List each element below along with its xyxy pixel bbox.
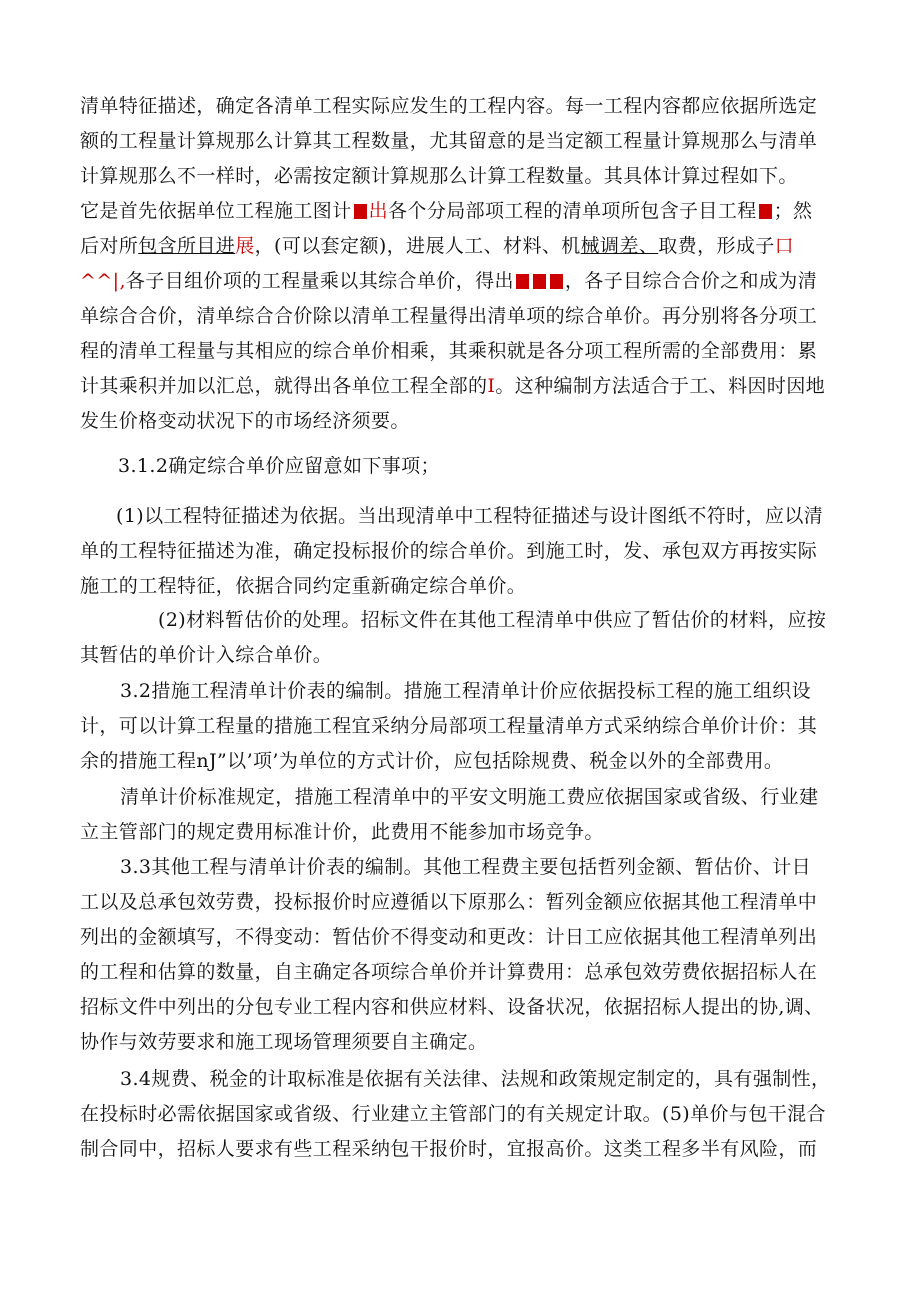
text-run: 各子目组价项的工程量乘以其综合单价，得出 (125, 270, 514, 292)
red-text-run: 口 (774, 235, 795, 257)
paragraph-line: 协作与效劳要求和施工现场管理须要自主确定。 (80, 1031, 488, 1053)
paragraph-line: 单综合合价，清单综合合价除以清单工程量得出清单项的综合单价。再分别将各分项工 (80, 305, 818, 327)
section-heading: 3.1.2确定综合单价应留意如下事项； (118, 455, 440, 477)
redaction-block (759, 204, 772, 219)
text-run: 它是首先依据单位工程施工图计 (80, 200, 352, 222)
redaction-block (550, 274, 563, 289)
paragraph-line: 单的工程特征描述为准，确定投标报价的综合单价。到施工时，发、承包双方再按实际 (80, 540, 818, 562)
paragraph-line: 计算规那么不一样时，必需按定额计算规那么计算工程数量。其具体计算过程如下。 (80, 165, 798, 187)
text-run: ；然 (773, 200, 813, 222)
paragraph-line: (1)以工程特征描述为依据。当出现清单中工程特征描述与设计图纸不符时，应以清 (116, 505, 824, 527)
paragraph-line: 程的清单工程量与其相应的综合单价相乘，其乘积就是各分项工程所需的全部费用：累 (80, 340, 818, 362)
paragraph-line (80, 366, 825, 406)
redaction-block (533, 274, 546, 289)
paragraph-line: 立主管部门的规定费用标准计价，此费用不能参加市场竞争。 (80, 821, 604, 843)
red-text-run: ^^|, (80, 270, 126, 292)
paragraph-line: 施工的工程特征，依据合同约定重新确定综合单价。 (80, 575, 527, 597)
paragraph-line: 招标文件中列出的分包专业工程内容和供应材料、设备状况，依据招标人提出的协,调、 (80, 996, 824, 1018)
text-run: 后对所 (80, 235, 139, 257)
text-run: 。这种编制方法适合于工、料因时因地 (495, 375, 826, 397)
paragraph-line: 在投标时必需依据国家或省级、行业建立主管部门的有关规定计取。(5)单价与包干混合 (80, 1103, 826, 1125)
text-run: 计其乘积并加以汇总，就得出各单位工程全部的 (80, 375, 488, 397)
paragraph-line (80, 226, 794, 266)
underlined-text-run: 包含所目进 (138, 235, 236, 257)
paragraph-line: 3.3其他工程与清单计价表的编制。其他工程费主要包括哲列金额、暂估价、计日 (120, 856, 812, 878)
text-run: 各个分局部项工程的清单项所包含子目工程 (388, 200, 757, 222)
paragraph-line: 其暂估的单价计入综合单价。 (80, 644, 333, 666)
paragraph-line: 发生价格变动状况下的市场经济须要。 (80, 410, 410, 432)
paragraph-line: 3.2措施工程清单计价表的编制。措施工程清单计价应依据投标工程的施工组织设 (120, 680, 812, 702)
paragraph-line: 工以及总承包效劳费，投标报价时应遵循以下原那么：暂列金额应依据其他工程清单中 (80, 891, 818, 913)
paragraph-line: 3.4规费、税金的计取标准是依据有关法律、法规和政策规定制定的，具有强制性， (120, 1068, 831, 1090)
paragraph-line (80, 261, 817, 301)
paragraph-line: (2)材料暂估价的处理。招标文件在其他工程清单中供应了暂估价的材料，应按 (158, 609, 827, 631)
paragraph-line: 的工程和估算的数量，自主确定各项综合单价并计算费用：总承包效劳费依据招标人在 (80, 961, 818, 983)
paragraph-line: 计，可以计算工程量的措施工程宜采纳分局部项工程量清单方式采纳综合单价计价：其 (80, 715, 818, 737)
underlined-text-run: 械调差、 (580, 235, 659, 257)
text-run: ，(可以套定额)，进展人工、材料、机 (254, 235, 581, 257)
red-text-run: 展 (235, 235, 255, 257)
red-text-run: 出 (368, 200, 389, 222)
redaction-block (516, 274, 529, 289)
paragraph-line: 清单计价标准规定，措施工程清单中的平安文明施工费应依据国家或省级、行业建 (120, 786, 819, 808)
text-run: 取费，形成子 (658, 235, 775, 257)
text-run: ，各子目综合合价之和成为清 (564, 270, 818, 292)
paragraph-line: 列出的金额填写，不得变动：暂估价不得变动和更改：计日工应依据其他工程清单列出 (80, 926, 818, 948)
paragraph-line: 制合同中，招标人要求有些工程采纳包干报价时，宜报高价。这类工程多半有风险，而 (80, 1138, 818, 1160)
redaction-block (354, 204, 367, 219)
paragraph-line: 清单特征描述，确定各清单工程实际应发生的工程内容。每一工程内容都应依据所选定 (80, 95, 818, 117)
paragraph-line (80, 191, 812, 231)
red-text-run: I (487, 375, 496, 397)
paragraph-line: 额的工程量计算规那么计算其工程数量，尤其留意的是当定额工程量计算规那么与清单 (80, 130, 818, 152)
paragraph-line: 余的措施工程nJ”以’项’为单位的方式计价，应包括除规费、税金以外的全部费用。 (80, 750, 784, 772)
